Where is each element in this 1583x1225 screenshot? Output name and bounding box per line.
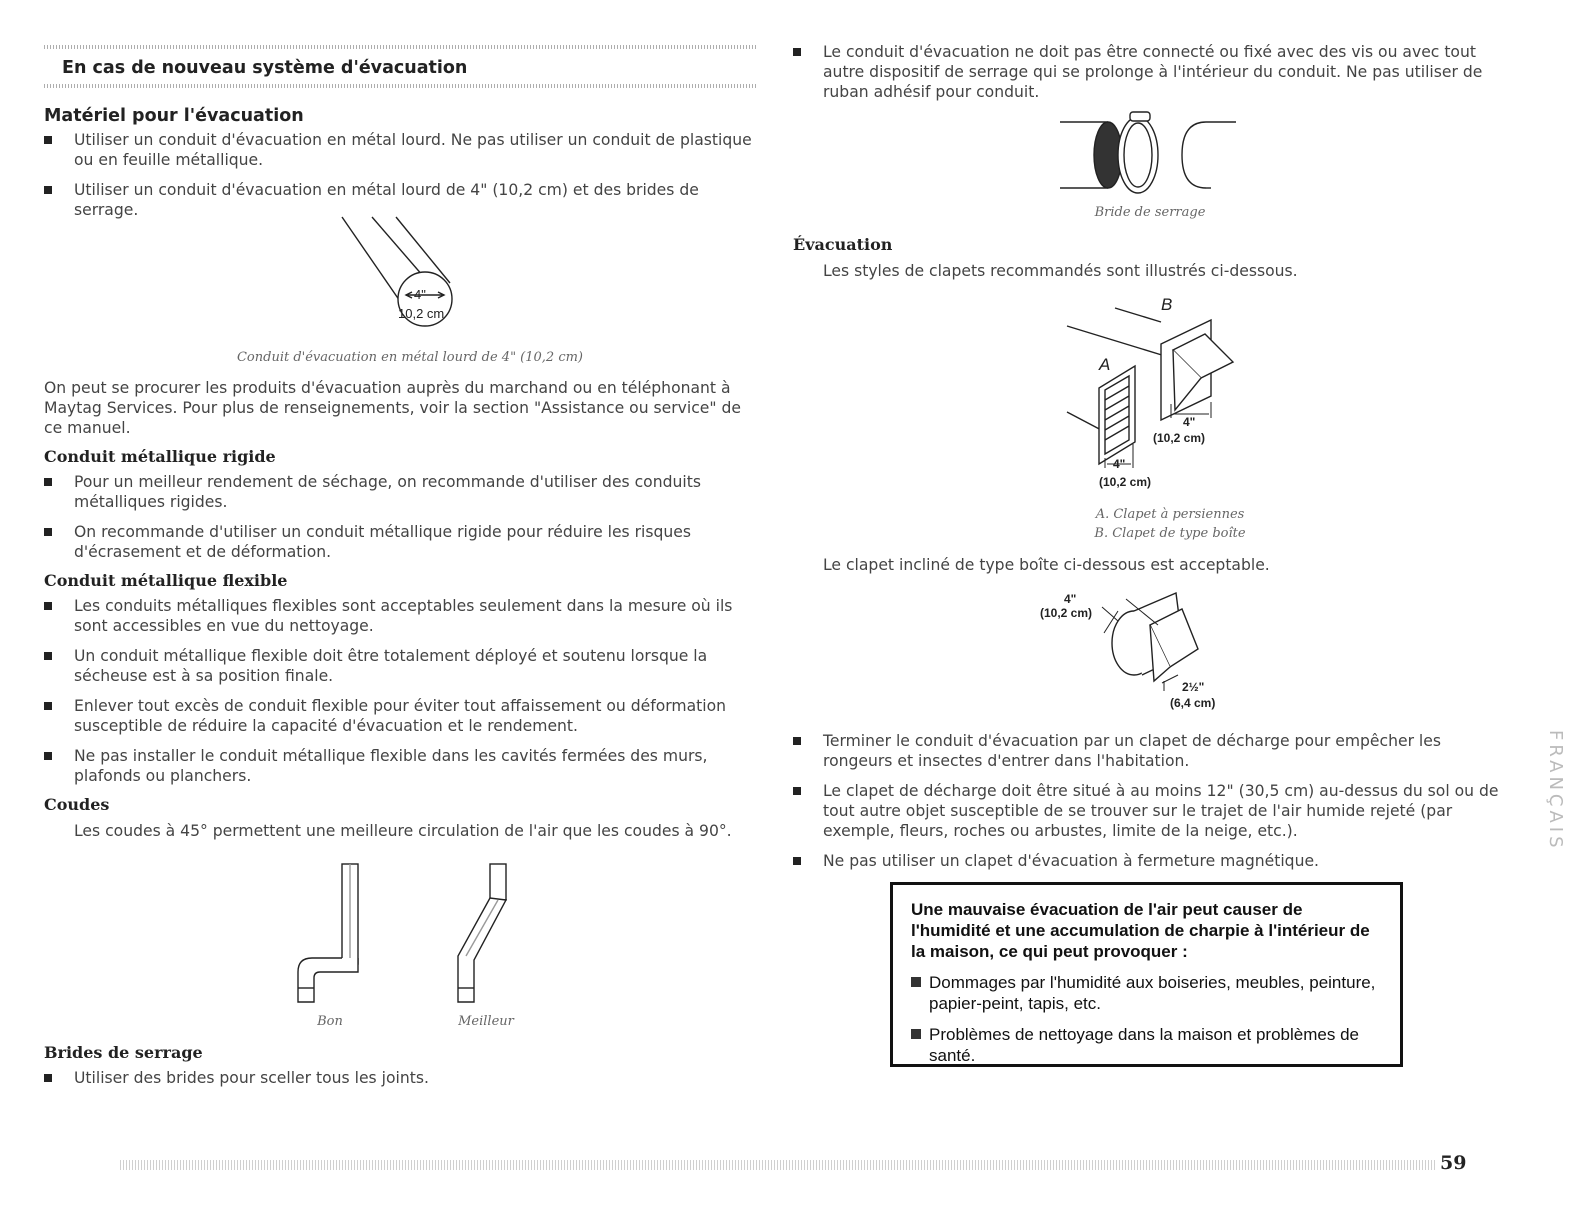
materiel-heading: Matériel pour l'évacuation xyxy=(44,106,304,126)
elbow-bon-label: Bon xyxy=(317,1014,343,1029)
coudes-heading: Coudes xyxy=(44,795,110,814)
bride-caption: Bride de serrage xyxy=(1094,205,1206,220)
top-rule xyxy=(44,45,758,49)
list-item: Enlever tout excès de conduit flexible pour éviter tout affaissement ou déformation susceptible de réduire la capacité d'évacuation et le rendement. xyxy=(44,696,759,736)
dim-b-in: 4" xyxy=(1183,415,1196,429)
side-language-tab: FRANÇAIS xyxy=(1545,730,1566,852)
dim-a-in: 4" xyxy=(1113,457,1126,471)
bullet-square xyxy=(44,652,52,660)
rigide-heading: Conduit métallique rigide xyxy=(44,447,276,466)
list-item: Ne pas installer le conduit métallique flexible dans les cavités fermées des murs, plafonds ou planchers. xyxy=(44,746,759,786)
bullet-square xyxy=(44,1074,52,1082)
incline-text: Le clapet incliné de type boîte ci-dessous est acceptable. xyxy=(823,556,1270,574)
list-item: Le conduit d'évacuation ne doit pas être connecté ou fixé avec des vis ou avec tout autre dispositif de serrage qui se prolonge à l'intérieur du conduit. Ne pas utiliser de ruban adhésif pour conduit. xyxy=(793,42,1508,102)
coudes-paragraph: Les coudes à 45° permettent une meilleure circulation de l'air que les coudes à 90°. xyxy=(74,822,732,840)
dim-b-cm: (10,2 cm) xyxy=(1153,431,1206,445)
duct-dim-cm: 10,2 cm xyxy=(398,306,445,321)
incline-dim-in: 4" xyxy=(1064,592,1077,606)
inclined-hood-figure xyxy=(1030,585,1240,715)
clamp-figure xyxy=(1056,108,1246,196)
bullet-square xyxy=(793,787,801,795)
vent-hoods-figure xyxy=(1065,292,1265,492)
dim-a-cm: (10,2 cm) xyxy=(1099,475,1152,489)
bullet-square xyxy=(44,186,52,194)
elbows-figure xyxy=(290,860,530,1010)
page-number: 59 xyxy=(1440,1152,1467,1174)
flexible-heading: Conduit métallique flexible xyxy=(44,571,288,590)
list-item: On recommande d'utiliser un conduit métallique rigide pour réduire les risques d'écrasement et de déformation. xyxy=(44,522,759,562)
bullet-square xyxy=(911,1029,921,1039)
bullet-square xyxy=(793,737,801,745)
list-item: Ne pas utiliser un clapet d'évacuation à fermeture magnétique. xyxy=(793,851,1508,871)
bullet-square xyxy=(44,752,52,760)
list-item: Le clapet de décharge doit être situé à au moins 12" (30,5 cm) au-dessus du sol ou de tout autre objet susceptible de se trouver sur le trajet de l'air humide rejeté (par exemple, fleurs, roches ou arbustes, limite de la neige, etc.). xyxy=(793,781,1508,841)
bullet-square xyxy=(44,702,52,710)
footer-rule xyxy=(120,1160,1435,1170)
incline-dim2-in: 2½" xyxy=(1182,680,1205,694)
materiel-paragraph: On peut se procurer les produits d'évacuation auprès du marchand ou en téléphonant à Maytag Services. Pour plus de renseignements, voir la section "Assistance ou service" de ce manuel. xyxy=(44,379,742,437)
brides-bullets xyxy=(44,1068,759,1098)
list-item: Utiliser des brides pour sceller tous les joints. xyxy=(44,1068,759,1088)
right-top-bullet xyxy=(793,42,1508,112)
caption-b: B. Clapet de type boîte xyxy=(1094,526,1246,541)
list-item: Utiliser un conduit d'évacuation en métal lourd de 4" (10,2 cm) et des brides de serrage. xyxy=(44,180,759,220)
incline-dim2-cm: (6,4 cm) xyxy=(1170,696,1216,710)
list-item: Pour un meilleur rendement de séchage, on recommande d'utiliser des conduits métalliques rigides. xyxy=(44,472,759,512)
caption-a: A. Clapet à persiennes xyxy=(1095,507,1245,522)
bullet-square xyxy=(44,528,52,536)
bullet-square xyxy=(44,602,52,610)
bullet-square xyxy=(44,478,52,486)
incline-dim-cm: (10,2 cm) xyxy=(1040,606,1093,620)
section-title: En cas de nouveau système d'évacuation xyxy=(62,58,468,78)
duct-dim-in: 4" xyxy=(414,287,426,302)
warning-title: Une mauvaise évacuation de l'air peut causer de l'humidité et une accumulation de charpie à l'intérieur de la maison, ce qui peut provoquer : xyxy=(911,900,1370,961)
warning-box xyxy=(890,882,1403,1067)
brides-heading: Brides de serrage xyxy=(44,1043,203,1062)
evacuation-intro: Les styles de clapets recommandés sont illustrés ci-dessous. xyxy=(823,262,1298,280)
warning-item: Problèmes de nettoyage dans la maison et problèmes de santé. xyxy=(911,1024,1386,1066)
list-item: Un conduit métallique flexible doit être totalement déployé et soutenu lorsque la sécheuse est à sa position finale. xyxy=(44,646,759,686)
duct-caption: Conduit d'évacuation en métal lourd de 4" (10,2 cm) xyxy=(236,350,584,365)
bullet-square xyxy=(911,977,921,987)
warning-item: Dommages par l'humidité aux boiseries, meubles, peinture, papier-peint, tapis, etc. xyxy=(911,972,1386,1014)
label-b: B xyxy=(1161,295,1173,314)
evacuation-bullets xyxy=(793,731,1508,881)
section-rule xyxy=(44,84,758,88)
label-a: A xyxy=(1099,355,1111,374)
rigide-bullets xyxy=(44,472,759,572)
bullet-square xyxy=(793,48,801,56)
flexible-bullets xyxy=(44,596,759,796)
elbow-meilleur-label: Meilleur xyxy=(458,1014,514,1029)
list-item: Terminer le conduit d'évacuation par un clapet de décharge pour empêcher les rongeurs et insectes d'entrer dans l'habitation. xyxy=(793,731,1508,771)
duct-4in-figure xyxy=(340,215,470,330)
bullet-square xyxy=(44,136,52,144)
list-item: Utiliser un conduit d'évacuation en métal lourd. Ne pas utiliser un conduit de plastique ou en feuille métallique. xyxy=(44,130,759,170)
evacuation-heading: Évacuation xyxy=(793,235,893,254)
bullet-square xyxy=(793,857,801,865)
list-item: Les conduits métalliques flexibles sont acceptables seulement dans la mesure où ils sont accessibles en vue du nettoyage. xyxy=(44,596,759,636)
